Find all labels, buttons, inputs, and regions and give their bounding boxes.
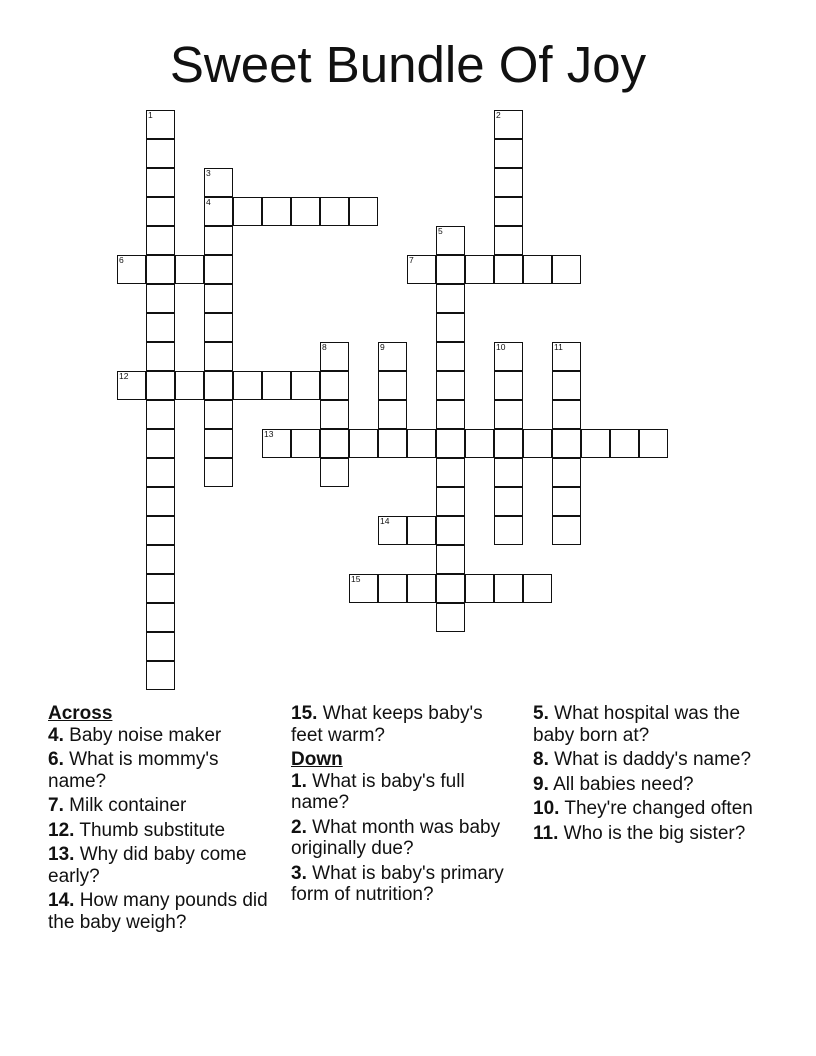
grid-cell[interactable] (494, 139, 523, 168)
grid-cell[interactable] (291, 429, 320, 458)
clue-number-label: 11. (533, 822, 559, 844)
grid-cell[interactable] (146, 342, 175, 371)
clue-item (533, 703, 773, 746)
clue-item (291, 817, 519, 860)
grid-cell[interactable] (204, 313, 233, 342)
clue-number-label: 6. (48, 749, 64, 770)
clue-item (48, 749, 276, 792)
grid-cell[interactable] (494, 226, 523, 255)
grid-cell[interactable] (146, 545, 175, 574)
grid-cell[interactable] (436, 516, 465, 545)
clue-number: 10 (496, 342, 506, 352)
grid-cell[interactable] (204, 255, 233, 284)
clue-number-label: 15. (291, 703, 318, 724)
grid-cell[interactable] (262, 371, 291, 400)
grid-cell[interactable] (175, 255, 204, 284)
grid-cell[interactable] (494, 458, 523, 487)
grid-cell[interactable] (494, 574, 523, 603)
grid-cell[interactable] (465, 429, 494, 458)
clue-text: What hospital was the baby born at? (533, 703, 741, 746)
clue-item (48, 890, 276, 933)
grid-cell[interactable] (465, 255, 494, 284)
grid-cell[interactable] (146, 371, 175, 400)
clue-item (533, 798, 773, 820)
grid-cell[interactable] (378, 516, 407, 545)
grid-cell[interactable] (407, 516, 436, 545)
clue-column-1 (48, 703, 276, 936)
clue-text: What is mommy's name? (48, 749, 219, 792)
clue-number: 2 (496, 110, 501, 120)
grid-cell[interactable] (523, 255, 552, 284)
clue-item (291, 771, 519, 814)
grid-cell[interactable] (494, 487, 523, 516)
clue-item (533, 749, 773, 771)
grid-cell[interactable] (320, 342, 349, 371)
grid-cell[interactable] (552, 516, 581, 545)
grid-cell[interactable] (552, 458, 581, 487)
clue-number-label: 4. (48, 724, 64, 746)
grid-cell[interactable] (146, 197, 175, 226)
clue-item (48, 844, 276, 887)
grid-cell[interactable] (204, 400, 233, 429)
grid-cell[interactable] (204, 429, 233, 458)
clue-number: 8 (322, 342, 327, 352)
clue-number-label: 12. (48, 819, 75, 841)
grid-cell[interactable] (436, 284, 465, 313)
clue-number-label: 5. (533, 703, 549, 724)
grid-cell[interactable] (407, 255, 436, 284)
grid-cell[interactable] (146, 516, 175, 545)
grid-cell[interactable] (494, 255, 523, 284)
clue-number-label: 13. (48, 844, 75, 865)
clue-number-label: 9. (533, 773, 549, 795)
clue-text: How many pounds did the baby weigh? (48, 890, 268, 933)
clue-number-label: 7. (48, 795, 64, 816)
grid-cell[interactable] (291, 197, 320, 226)
grid-cell[interactable] (146, 284, 175, 313)
clue-item (291, 703, 519, 746)
grid-cell[interactable] (494, 371, 523, 400)
grid-cell[interactable] (146, 458, 175, 487)
grid-cell[interactable] (146, 139, 175, 168)
grid-cell[interactable] (204, 371, 233, 400)
clue-number-label: 14. (48, 890, 75, 911)
grid-cell[interactable] (349, 197, 378, 226)
clue-number-label: 1. (291, 770, 307, 792)
clue-text: What is daddy's name? (554, 749, 752, 770)
grid-cell[interactable] (494, 516, 523, 545)
clue-text: They're changed often (564, 798, 753, 819)
grid-cell[interactable] (204, 458, 233, 487)
grid-cell[interactable] (407, 429, 436, 458)
grid-cell[interactable] (581, 429, 610, 458)
grid-cell[interactable] (320, 429, 349, 458)
grid-cell[interactable] (349, 429, 378, 458)
clue-text: What is baby's full name? (291, 770, 465, 813)
clue-item (533, 774, 773, 796)
clue-text: Thumb substitute (79, 819, 226, 841)
grid-cell[interactable] (117, 255, 146, 284)
grid-cell[interactable] (146, 487, 175, 516)
grid-cell[interactable] (523, 429, 552, 458)
grid-cell[interactable] (291, 371, 320, 400)
clue-text: What is baby's primary form of nutrition? (291, 862, 504, 905)
grid-cell[interactable] (465, 574, 494, 603)
grid-cell[interactable] (552, 400, 581, 429)
grid-cell[interactable] (552, 487, 581, 516)
grid-cell[interactable] (204, 197, 233, 226)
grid-cell[interactable] (436, 255, 465, 284)
grid-cell[interactable] (436, 545, 465, 574)
grid-cell[interactable] (436, 429, 465, 458)
clue-text: All babies need? (553, 773, 694, 795)
grid-cell[interactable] (494, 110, 523, 139)
grid-cell[interactable] (204, 226, 233, 255)
clue-number: 7 (409, 255, 414, 265)
grid-cell[interactable] (378, 429, 407, 458)
clue-number: 11 (554, 342, 563, 352)
clue-number-label: 3. (291, 862, 307, 884)
clue-number-label: 10. (533, 798, 560, 819)
grid-cell[interactable] (146, 255, 175, 284)
grid-cell[interactable] (436, 371, 465, 400)
clue-number: 15 (351, 574, 361, 584)
grid-cell[interactable] (436, 603, 465, 632)
grid-cell[interactable] (204, 342, 233, 371)
grid-cell[interactable] (146, 429, 175, 458)
clue-column-2 (291, 703, 519, 909)
grid-cell[interactable] (436, 313, 465, 342)
clue-number: 13 (264, 429, 274, 439)
grid-cell[interactable] (320, 371, 349, 400)
grid-cell[interactable] (378, 342, 407, 371)
grid-cell[interactable] (320, 197, 349, 226)
clue-text: What month was baby originally due? (291, 816, 501, 859)
grid-cell[interactable] (204, 168, 233, 197)
grid-cell[interactable] (378, 574, 407, 603)
grid-cell[interactable] (146, 574, 175, 603)
grid-cell[interactable] (117, 371, 146, 400)
clue-text: Who is the big sister? (563, 822, 746, 844)
grid-cell[interactable] (320, 400, 349, 429)
grid-cell[interactable] (494, 400, 523, 429)
grid-cell[interactable] (146, 168, 175, 197)
clue-number: 6 (119, 255, 124, 265)
clue-number: 1 (148, 110, 153, 120)
grid-cell[interactable] (233, 197, 262, 226)
grid-cell[interactable] (436, 458, 465, 487)
grid-cell[interactable] (175, 371, 204, 400)
clue-number: 4 (206, 197, 211, 207)
grid-cell[interactable] (552, 255, 581, 284)
clue-item (291, 863, 519, 906)
grid-cell[interactable] (494, 168, 523, 197)
grid-cell[interactable] (146, 661, 175, 690)
puzzle-title: Sweet Bundle Of Joy (169, 36, 647, 93)
grid-cell[interactable] (552, 371, 581, 400)
grid-cell[interactable] (146, 110, 175, 139)
clue-item (48, 725, 276, 747)
grid-cell[interactable] (378, 371, 407, 400)
grid-cell[interactable] (407, 574, 436, 603)
grid-cell[interactable] (378, 400, 407, 429)
grid-cell[interactable] (436, 400, 465, 429)
grid-cell[interactable] (262, 429, 291, 458)
grid-cell[interactable] (233, 371, 262, 400)
across-header: Across (48, 703, 113, 724)
grid-cell[interactable] (523, 574, 552, 603)
grid-cell[interactable] (146, 603, 175, 632)
grid-cell[interactable] (146, 400, 175, 429)
grid-cell[interactable] (494, 197, 523, 226)
clue-number-label: 2. (291, 816, 307, 838)
grid-cell[interactable] (494, 429, 523, 458)
clue-column-3 (533, 703, 773, 847)
clue-number: 14 (380, 516, 390, 526)
clue-number-label: 8. (533, 749, 549, 770)
grid-cell[interactable] (494, 342, 523, 371)
grid-cell[interactable] (146, 632, 175, 661)
grid-cell[interactable] (436, 226, 465, 255)
down-header: Down (291, 749, 343, 770)
grid-cell[interactable] (262, 197, 291, 226)
grid-cell[interactable] (610, 429, 639, 458)
grid-cell[interactable] (146, 226, 175, 255)
grid-cell[interactable] (204, 284, 233, 313)
grid-cell[interactable] (146, 313, 175, 342)
clue-item (533, 823, 773, 845)
clue-number: 9 (380, 342, 385, 352)
grid-cell[interactable] (639, 429, 668, 458)
grid-cell[interactable] (436, 487, 465, 516)
grid-cell[interactable] (349, 574, 378, 603)
grid-cell[interactable] (320, 458, 349, 487)
grid-cell[interactable] (436, 342, 465, 371)
grid-cell[interactable] (552, 429, 581, 458)
clue-text: What keeps baby's feet warm? (291, 703, 483, 746)
clue-item (48, 795, 276, 817)
clue-number: 3 (206, 168, 211, 178)
clue-number: 5 (438, 226, 443, 236)
clue-text: Baby noise maker (69, 724, 222, 746)
grid-cell[interactable] (552, 342, 581, 371)
clue-text: Why did baby come early? (48, 844, 247, 887)
clue-item (48, 820, 276, 842)
grid-cell[interactable] (436, 574, 465, 603)
clue-text: Milk container (69, 795, 187, 816)
clue-number: 12 (119, 371, 129, 381)
